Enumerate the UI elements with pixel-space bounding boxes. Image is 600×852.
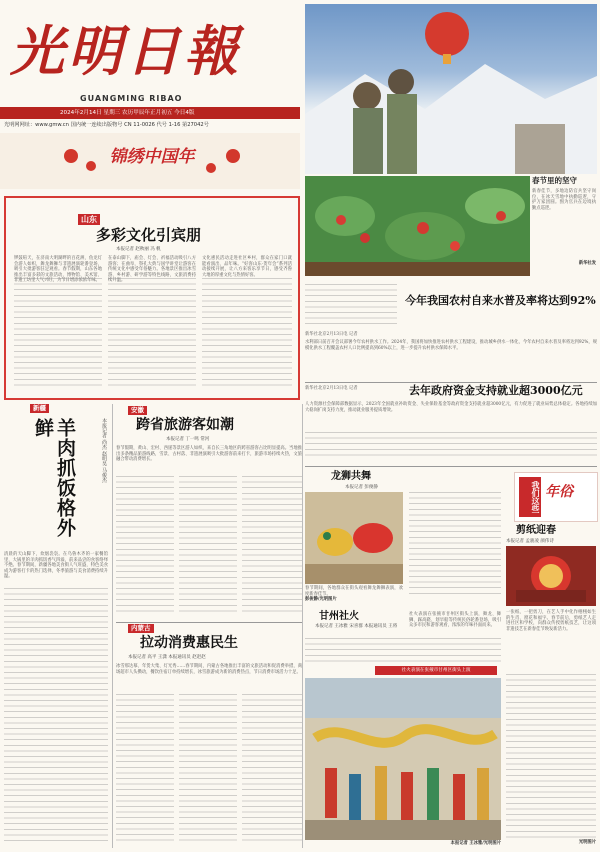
feature-col3: 文化惠民活动走进社区乡村，群众在家门口就能看演出、品年味。“好客山东·贺年会”系列活动接续开展，让八方来客乐享节日，感受齐鲁大地的厚重文化与热情好客。	[202, 256, 292, 278]
banner-title: 锦绣中国年	[109, 147, 195, 167]
masthead-title: 光明日報	[10, 19, 242, 83]
neimenggu-text: 冰雪那达慕、年货大集、灯光秀……春节期间，内蒙古各地推出丰富的文旅活动和促消费举措，商场超市人头攒动，餐饮住宿订单持续增长，冰雪旅游成为新的消费热点，节日消费市场活力十足。	[116, 664, 302, 675]
gansu-banner: 社火表演在张掖市甘州区街头上演	[375, 666, 497, 675]
photo-caption-text: 新春佳节，多地边防官兵坚守岗位，在冰天雪地中执勤巡逻，守护万家团圆。图为官兵在边境执勤点巡逻。	[532, 189, 596, 211]
masthead	[0, 0, 300, 133]
feature-col1: 锣鼓喧天，在济南大明湖畔的百花洲，鱼龙灯会游人如织，舞龙舞狮与非遗展演轮番登场，吸引大批游客驻足观看。春节假期，山东各地推出丰富多彩的文旅活动，博物馆、美术馆、非遗工坊里人气兴旺，为节日增添浓浓年味。	[14, 256, 102, 284]
lantern-icon	[64, 149, 78, 163]
water-left-lines	[305, 284, 397, 328]
feature-byline: 本报记者 赵秋丽 冯 帆	[116, 247, 161, 252]
lion-dance-story	[305, 468, 501, 606]
divider	[112, 404, 113, 848]
date-line: 2024年2月14日 星期三 农历甲辰年正月初五 今日4版	[0, 107, 300, 119]
greenhouse-photo	[305, 176, 530, 276]
paper-cut-byline: 本报记者 孟骏凌 颜伟诗	[506, 539, 554, 544]
feature-col2-lines	[108, 278, 196, 390]
neimenggu-lines-mid	[179, 694, 237, 844]
employment-lines	[305, 432, 597, 460]
neimenggu-byline: 本报记者 高平 王潇 本报通讯员 赵赵赵	[128, 655, 206, 660]
water-text: 水利部日前召开会议部署今年农村供水工作。2024年，我国将加快推进农村供水工程建设，推动城乡供水一体化，今年农村自来水普及率将达到92%，规模化供水工程覆盖农村人口比例提高到60%以上，进一步提升农村供水保障水平。	[305, 340, 597, 351]
photo-caption-title: 春节里的坚守	[532, 176, 577, 185]
paper-cut-story	[504, 524, 598, 849]
strawberry-illustration	[305, 176, 530, 276]
neimenggu-story	[116, 624, 302, 848]
paper-cut-lines	[506, 674, 596, 838]
employment-headline: 去年政府资金支持就业超3000亿元	[409, 384, 583, 397]
masthead-pinyin: GUANGMING RIBAO	[80, 94, 183, 103]
festive-banner	[0, 133, 300, 189]
xinjiang-story	[4, 404, 110, 848]
shehuo-photo	[305, 678, 501, 840]
spring-banner-left: 我们这些	[519, 477, 541, 517]
lion-dance-byline: 本报记者 彭俊静	[345, 485, 378, 490]
xinjiang-lines	[4, 588, 108, 844]
divider	[116, 622, 302, 623]
water-headline: 今年我国农村自来水普及率将达到92%	[405, 294, 596, 307]
lantern-icon	[86, 161, 96, 171]
info-line: 光明网网址：www.gmw.cn 国内统一连续出版物号 CN 11-0026 代号 1-16 第27042号	[4, 122, 209, 128]
region-tag: 山东	[78, 214, 100, 225]
lion-dance-headline: 龙狮共舞	[331, 471, 371, 482]
region-tag: 安徽	[128, 406, 147, 415]
anhui-lines-mid	[179, 476, 237, 616]
anhui-headline: 跨省旅游客如潮	[136, 417, 234, 433]
paper-cut-illustration	[506, 546, 596, 606]
anhui-byline: 本报记者 丁一鸣 常河	[166, 437, 210, 442]
lion-dance-caption: 春节期间，各地群众在街头观看舞龙舞狮表演，欢度新春佳节。	[305, 586, 403, 597]
employment-story	[305, 384, 597, 464]
lantern-icon	[206, 163, 216, 173]
divider	[305, 466, 597, 467]
anhui-story	[116, 404, 302, 622]
lion-dance-photo	[305, 492, 403, 584]
employment-byline: 新华社北京2月13日电 记者	[305, 386, 358, 391]
anhui-text: 春节假期，黄山、宏村、西递等景区游人如织，来自长三角地区的跨省游客占比明显提高。当地推出多条精品旅游线路，雪景、古村落、非遗展演吸引大批游客前来打卡，旅游市场持续火热，文旅融合带动消费增长。	[116, 446, 302, 463]
paper-cut-text: 一张纸、一把剪刀，在艺人手中化作栩栩如生的生肖、窗花和福字。春节前后，剪纸艺人走进社区和学校，向群众传授剪纸技艺，让这项非遗技艺在新春佳节焕发新活力。	[506, 610, 596, 632]
photo-credit: 新华社发	[578, 261, 596, 266]
paper-cut-photo	[506, 546, 596, 606]
soldiers-illustration	[305, 4, 597, 174]
region-tag: 内蒙古	[128, 624, 154, 633]
gansu-text: 社火表演在张掖市甘州区街头上演，舞龙、舞狮、踩高跷、划旱船等传统民俗轮番登场，吸引众多市民和游客观看，浓浓的年味扑面而来。	[409, 612, 501, 629]
lion-dance-illustration	[305, 492, 403, 584]
gansu-story	[305, 608, 501, 848]
feature-col1-lines	[14, 278, 102, 390]
soldiers-photo	[305, 4, 597, 174]
photo-caption-box	[532, 176, 596, 276]
lion-dance-text-lines	[409, 492, 501, 596]
spring-banner	[514, 472, 598, 522]
anhui-lines-left	[116, 476, 174, 616]
neimenggu-headline: 拉动消费惠民生	[140, 635, 238, 651]
spring-banner-right: 年俗	[545, 484, 573, 500]
feature-col2: 在泰山脚下，庙会、灯会、祈福活动吸引八方游客；在曲阜，祭孔大典与国学讲堂让游客在传统文化中感受年俗魅力。各地景区推出冰雪游、乡村游、研学游等特色线路，文旅消费持续升温。	[108, 256, 196, 284]
gansu-byline: 本报记者 王冰雅 宋喜群 本报通讯员 王将	[315, 624, 398, 629]
xinjiang-text: 清晨的天山脚下，炊烟袅袅。在乌鲁木齐的一家餐馆里，大锅里的羊肉抓饭香气四溢，前来品尝的食客络绎不绝。春节期间，新疆各地美食街人气旺盛，特色美食成为游客打卡的热门选择，冬季旅游与美食消费持续升温。	[4, 552, 108, 580]
water-byline: 新华社北京2月13日电 记者	[305, 332, 358, 337]
lantern-icon	[226, 149, 240, 163]
divider	[305, 382, 597, 383]
feature-headline: 多彩文化引宾朋	[96, 226, 202, 244]
xinjiang-byline: 本报记者 尚杰 赵明昊 马俊杰	[101, 418, 107, 483]
water-story	[305, 280, 597, 382]
gansu-headline: 甘州社火	[319, 611, 359, 622]
lion-dance-credit: 彭俊静/光明图片	[305, 597, 337, 602]
anhui-lines-right	[242, 476, 302, 616]
employment-text: 人力资源社会保障部数据显示，2023年全国就业补助资金、失业保险基金等政府资金支持就业超3000亿元，有力促进了就业局势总体稳定。各地持续加大稳岗扩岗支持力度，推动就业服务提质增效。	[305, 402, 597, 413]
gansu-credit: 本报记者 王冰雅/光明图片	[450, 841, 501, 846]
feature-highlight-box	[4, 196, 300, 400]
paper-cut-credit: 光明图片	[578, 840, 596, 845]
gansu-lines	[305, 638, 501, 664]
xinjiang-headline: 羊肉抓饭格外鲜	[32, 418, 76, 538]
feature-col3-lines	[202, 278, 292, 390]
neimenggu-lines-right	[242, 694, 302, 844]
paper-cut-headline: 剪纸迎春	[516, 525, 556, 536]
neimenggu-lines-left	[116, 694, 174, 844]
divider	[302, 404, 303, 848]
region-tag: 新疆	[30, 404, 49, 413]
shehuo-illustration	[305, 678, 501, 840]
